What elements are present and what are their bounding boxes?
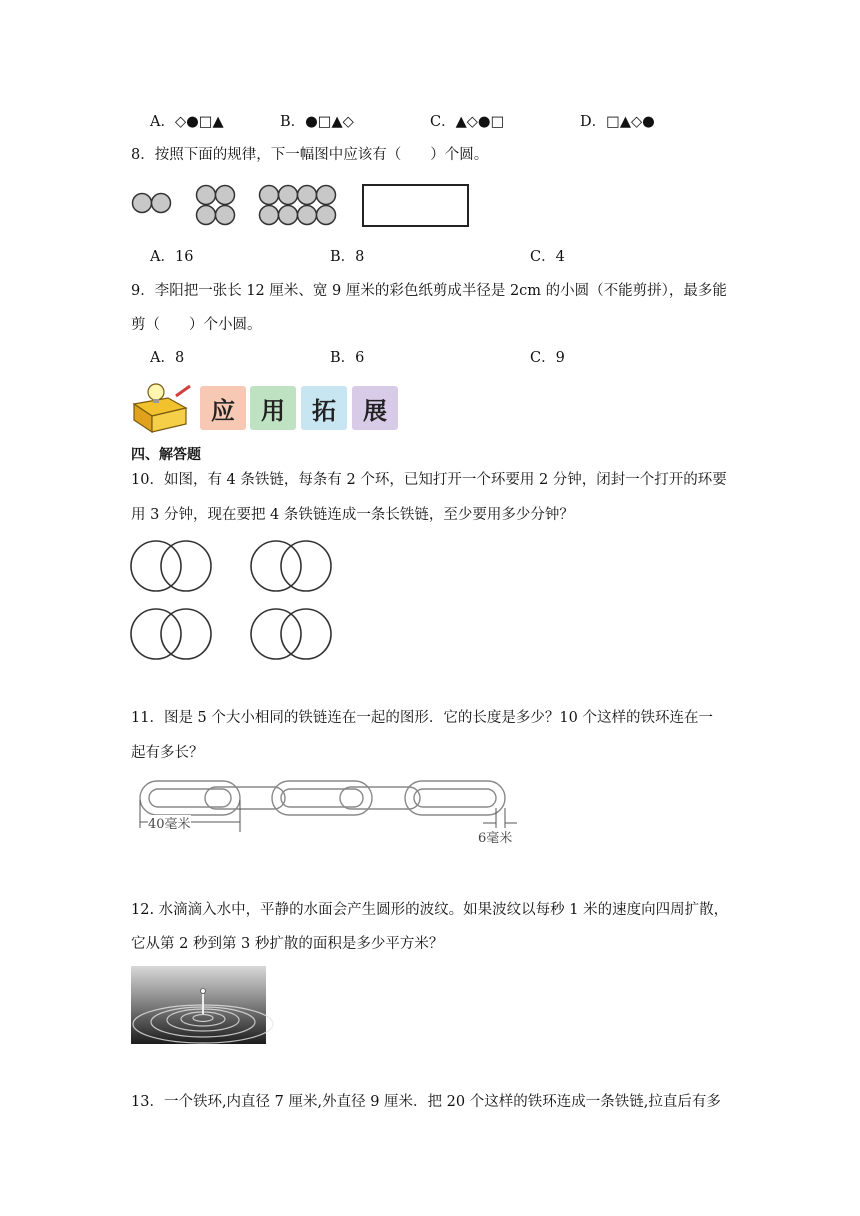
banner-char-3: 拓 [301,386,347,430]
empty-answer-box [363,185,468,226]
q12-line2: 它从第 2 秒到第 3 秒扩散的面积是多少平方米？ [131,936,444,952]
q9-option-b: B．6 [330,350,365,366]
q8-option-c: C．4 [530,249,565,265]
q9-stem-line2: 剪（ ）个小圆。 [131,317,262,333]
q11-line2: 起有多长？ [131,745,204,761]
q11-line1: 11．图是 5 个大小相同的铁链连在一起的图形．它的长度是多少？10 个这样的铁环连在一 [131,710,713,726]
banner-char-2: 用 [250,386,296,430]
q12-line1: 12. 水滴滴入水中，平静的水面会产生圆形的波纹。如果波纹以每秒 1 米的速度向四周扩散， [131,902,729,918]
q10-line1: 10．如图，有 4 条铁链，每条有 2 个环，已知打开一个环要用 2 分钟，闭封一个打开的环要 [131,472,727,488]
q11-label-40mm: 40毫米 [148,815,191,835]
banner-char-4: 展 [352,386,398,430]
q10-chain-rings-figure [128,538,338,664]
q8-option-b: B．8 [330,249,365,265]
q13-line1: 13．一个铁环,内直径 7 厘米,外直径 9 厘米．把 20 个这样的铁环连成一条铁链,拉直后有多 [131,1094,721,1110]
q11-chain-figure [135,776,530,851]
q7-option-d: D．□▲◇● [580,114,655,130]
q8-stem: 8．按照下面的规律，下一幅图中应该有（ ）个圆。 [131,147,489,163]
section-title: 四、解答题 [131,447,201,463]
lightbulb-box-icon [128,382,196,434]
q9-option-c: C．9 [530,350,565,366]
water-ripple-photo [131,966,266,1044]
q7-option-b: B．●□▲◇ [280,114,354,130]
q9-option-a: A．8 [150,350,185,366]
q8-option-a: A．16 [150,249,194,265]
q11-label-6mm: 6毫米 [478,831,513,846]
banner-char-1: 应 [200,386,246,430]
q9-stem-line1: 9．李阳把一张长 12 厘米、宽 9 厘米的彩色纸剪成半径是 2cm 的小圆（不能剪拼），最多能 [131,283,727,299]
q7-option-a: A．◇●□▲ [150,114,224,130]
q7-option-c: C．▲◇●□ [430,114,505,130]
q10-line2: 用 3 分钟，现在要把 4 条铁链连成一条长铁链，至少要用多少分钟？ [131,507,574,523]
q8-circle-pattern-figure [130,183,475,231]
